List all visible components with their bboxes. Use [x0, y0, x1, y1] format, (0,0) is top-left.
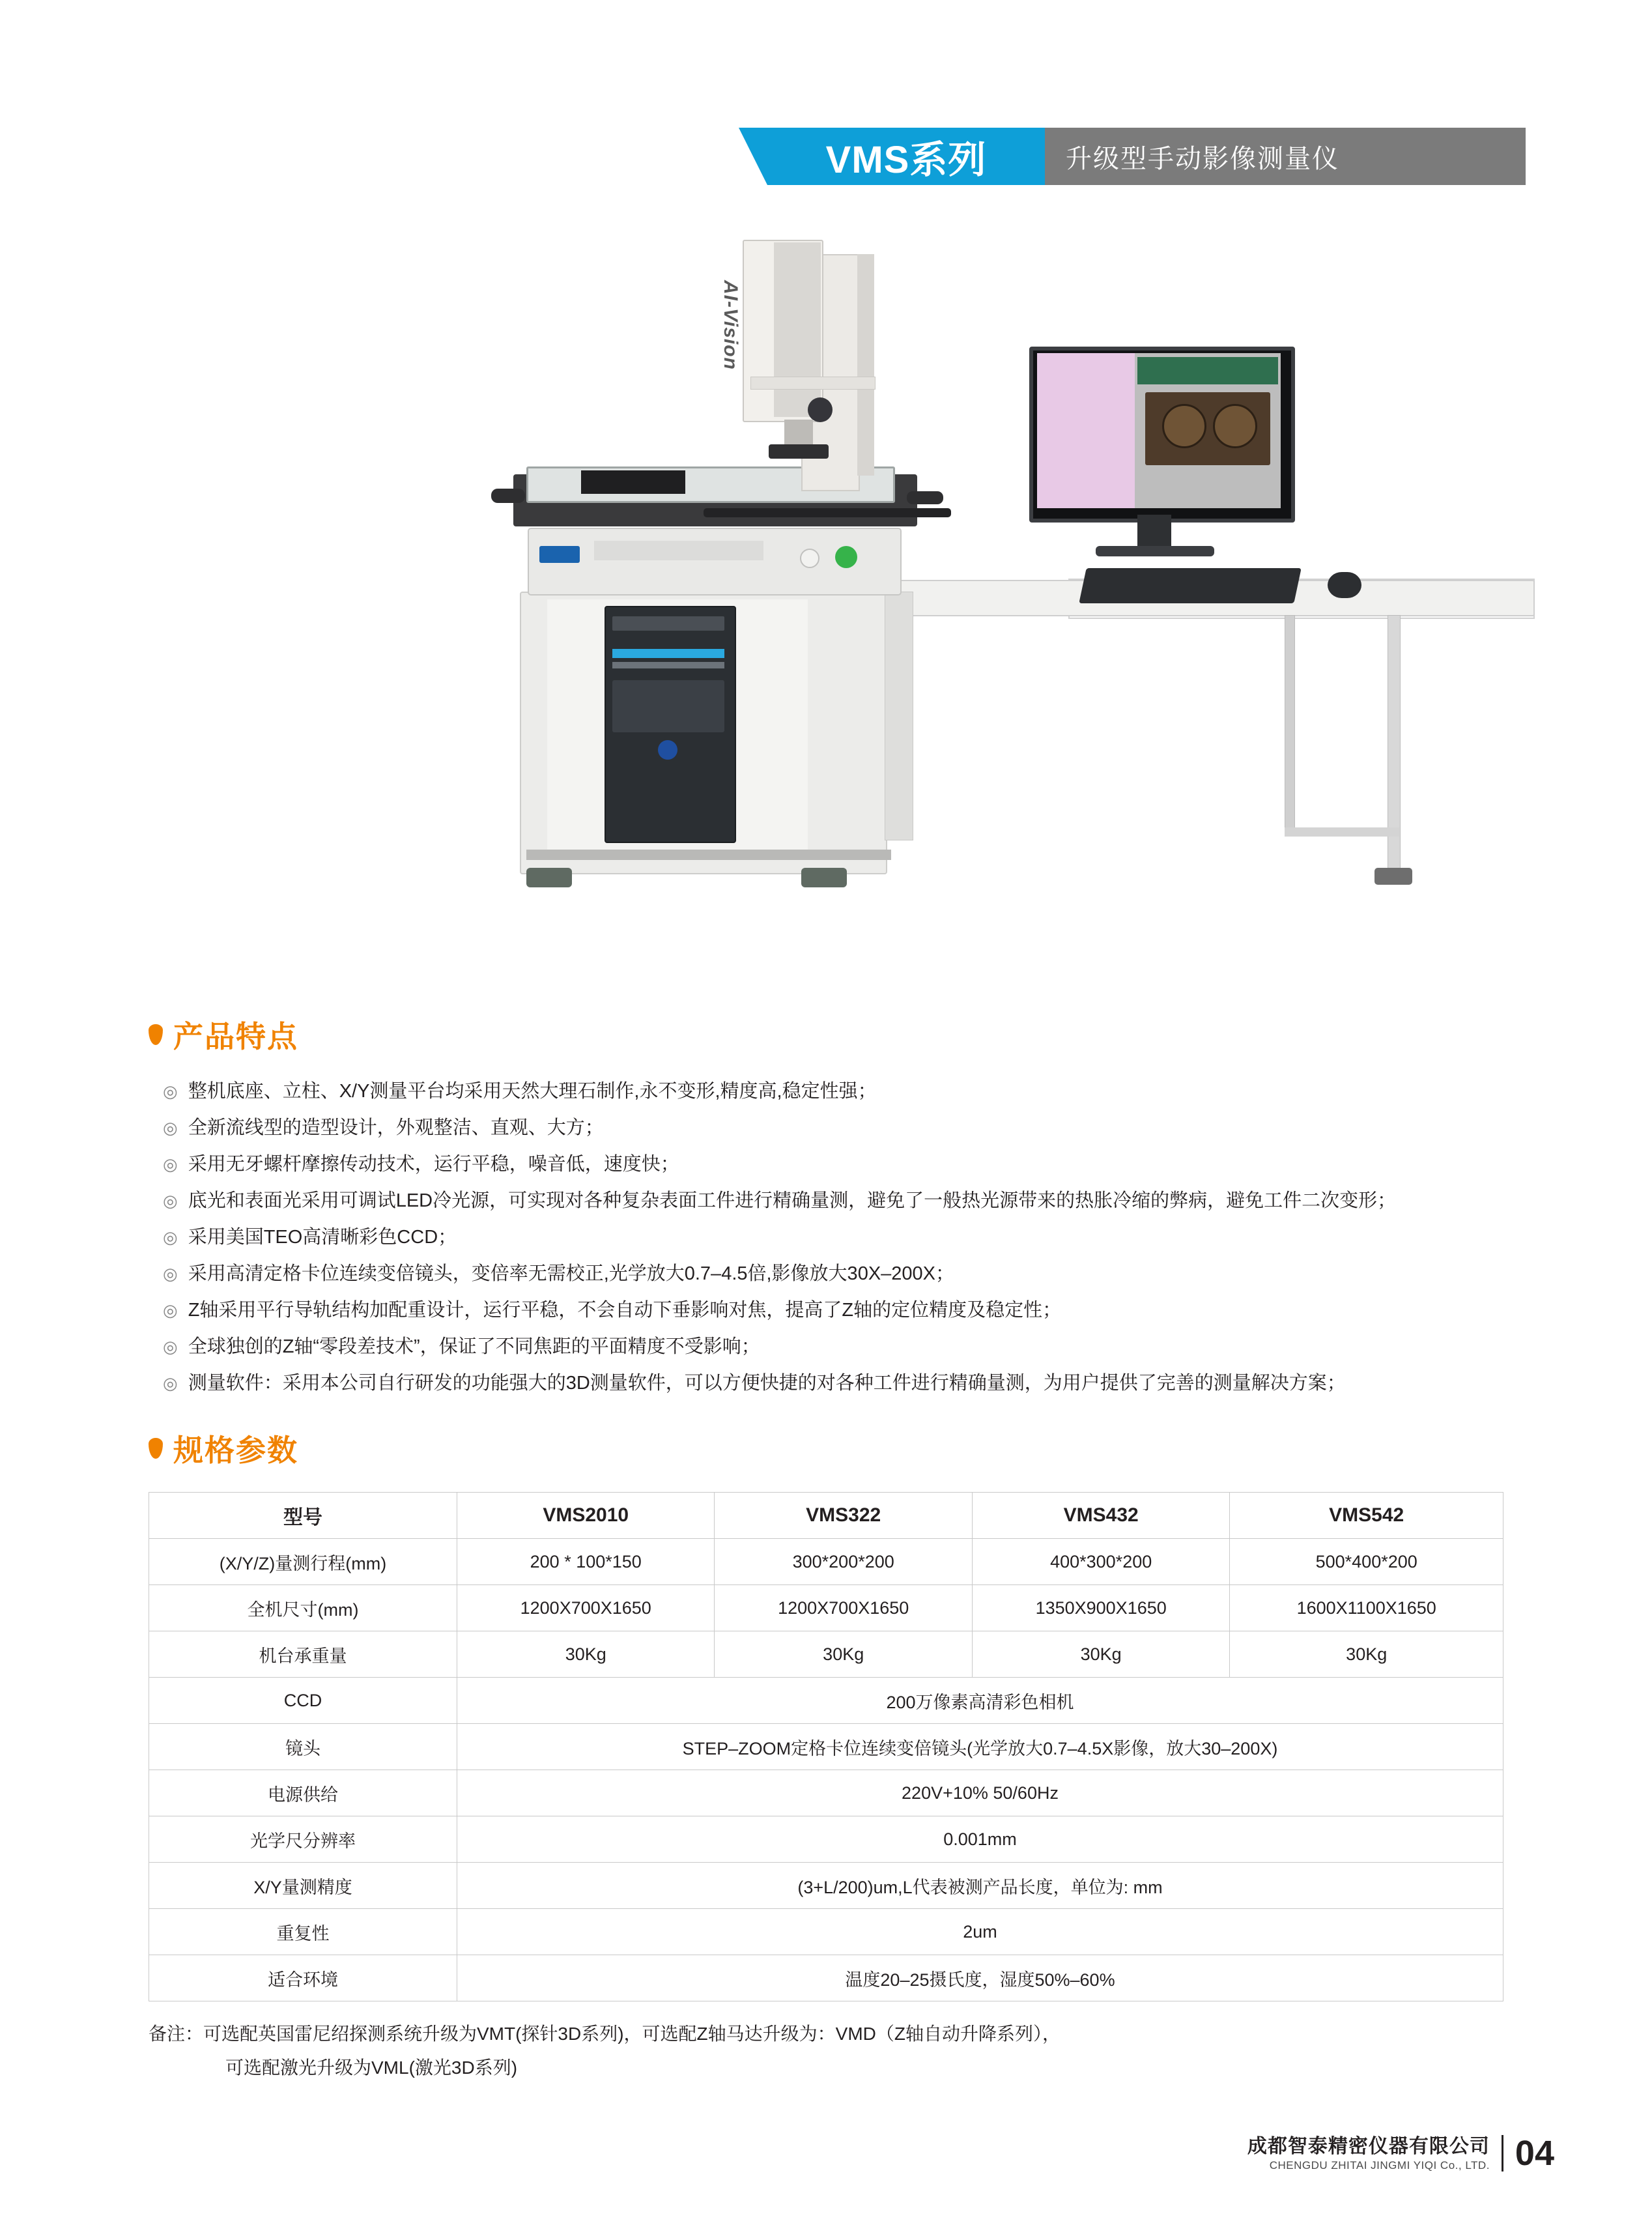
machine-cabinet-side	[885, 592, 913, 840]
stage-knob-right	[907, 491, 943, 504]
cell-value: STEP–ZOOM定格卡位连续变倍镜头(光学放大0.7–4.5X影像，放大30–200X)	[457, 1724, 1503, 1770]
monitor-toolbar	[1137, 357, 1278, 384]
focus-knob	[808, 397, 833, 422]
cell-value: 200万像素高清彩色相机	[457, 1678, 1503, 1724]
table-row	[149, 1724, 1503, 1770]
row-label: 机台承重量	[149, 1631, 457, 1678]
row-label: 适合环境	[149, 1955, 457, 2001]
monitor-stand-base	[1096, 546, 1214, 556]
features-section	[0, 1013, 1652, 1401]
cabinet-foot-left	[526, 868, 572, 887]
column-header: 型号	[149, 1493, 457, 1539]
column-header: VMS2010	[457, 1493, 715, 1539]
bullet-icon: ◎	[163, 1337, 178, 1356]
cell-value: 1200X700X1650	[457, 1585, 715, 1631]
bullet-icon: ◎	[163, 1227, 178, 1247]
feature-text: 采用美国TEO高清晰彩色CCD；	[188, 1227, 457, 1248]
feature-text: 整机底座、立柱、X/Y测量平台均采用天然大理石制作,永不变形,精度高,稳定性强；	[188, 1081, 877, 1102]
mouse	[1328, 572, 1361, 598]
row-label: 全机尺寸(mm)	[149, 1585, 457, 1631]
control-base-label-plate	[594, 541, 763, 560]
desk-leg-crossbar	[1285, 827, 1399, 837]
row-label: 重复性	[149, 1909, 457, 1955]
cell-value: 0.001mm	[457, 1816, 1503, 1863]
cell-value: 2um	[457, 1909, 1503, 1955]
cell-value: 400*300*200	[972, 1539, 1229, 1585]
bullet-icon: ◎	[163, 1154, 178, 1174]
features-list	[163, 1073, 1652, 1401]
monitor-sample-circle-1	[1162, 404, 1206, 448]
cell-value: (3+L/200)um,L代表被测产品长度，单位为: mm	[457, 1863, 1503, 1909]
header-subtitle-label: 升级型手动影像测量仪	[1066, 144, 1339, 173]
list-item	[163, 1146, 1652, 1182]
control-knob-green	[835, 546, 857, 568]
footer-divider	[1502, 2135, 1503, 2172]
cell-value: 30Kg	[457, 1631, 715, 1678]
stage-knob-left	[491, 489, 525, 503]
cell-value: 200 * 100*150	[457, 1539, 715, 1585]
pc-drive-bay	[612, 616, 724, 631]
header-series-label: VMS系列	[825, 139, 987, 181]
cell-value: 1200X700X1650	[715, 1585, 972, 1631]
keyboard	[1079, 568, 1301, 603]
cabinet-foot-right	[801, 868, 847, 887]
droplet-icon	[149, 1438, 163, 1459]
pc-accent-strip	[612, 649, 724, 658]
list-item	[163, 1328, 1652, 1365]
monitor-stand-neck	[1137, 515, 1171, 549]
pc-power-button	[658, 740, 677, 760]
vertical-column-side	[857, 254, 874, 476]
feature-text: 底光和表面光采用可调试LED冷光源，可实现对各种复杂表面工件进行精确量测，避免了一般热光源带来的热胀冷缩的弊病，避免工件二次变形；	[188, 1190, 1397, 1211]
table-row	[149, 1955, 1503, 2001]
bullet-icon: ◎	[163, 1264, 178, 1283]
droplet-icon	[149, 1024, 163, 1045]
features-title: 产品特点	[173, 1020, 298, 1054]
cell-value: 温度20–25摄氏度，湿度50%–60%	[457, 1955, 1503, 2001]
list-item	[163, 1365, 1652, 1401]
list-item	[163, 1182, 1652, 1219]
specs-title: 规格参数	[173, 1433, 298, 1467]
footer-company	[1247, 2134, 1490, 2173]
cell-value: 30Kg	[715, 1631, 972, 1678]
list-item	[163, 1073, 1652, 1110]
desk-leg-right-inner	[1285, 615, 1295, 831]
table-row-header	[149, 1493, 1503, 1539]
list-item	[163, 1110, 1652, 1146]
bullet-icon: ◎	[163, 1191, 178, 1211]
feature-text: 采用高清定格卡位连续变倍镜头，变倍率无需校正,光学放大0.7–4.5倍,影像放大30X–200X；	[188, 1263, 955, 1284]
spec-note-line-1: 备注：可选配英国雷尼绍探测系统升级为VMT(探针3D系列)，可选配Z轴马达升级为：VMD（Z轴自动升降系列），	[149, 2024, 1061, 2044]
page-number: 04	[1515, 2134, 1554, 2173]
row-label: 光学尺分辨率	[149, 1816, 457, 1863]
row-label: 电源供给	[149, 1770, 457, 1816]
row-label: 镜头	[149, 1724, 457, 1770]
spec-table	[149, 1492, 1503, 2001]
cell-value: 30Kg	[1230, 1631, 1503, 1678]
feature-text: 测量软件：采用本公司自行研发的功能强大的3D测量软件，可以方便快捷的对各种工件进行精确量测，为用户提供了完善的测量解决方案；	[188, 1373, 1346, 1394]
bullet-icon: ◎	[163, 1373, 178, 1393]
bullet-icon: ◎	[163, 1082, 178, 1101]
row-label: CCD	[149, 1678, 457, 1724]
cell-value: 30Kg	[972, 1631, 1229, 1678]
spec-note-line-2: 可选配激光升级为VML(激光3D系列)	[225, 2057, 518, 2078]
lens-ring	[769, 444, 829, 459]
specs-section	[0, 1427, 1652, 2085]
table-row	[149, 1816, 1503, 1863]
table-row	[149, 1678, 1503, 1724]
product-photo	[352, 202, 1277, 971]
feature-text: 全球独创的Z轴“零段差技术”，保证了不同焦距的平面精度不受影响；	[188, 1336, 760, 1357]
list-item	[163, 1292, 1652, 1328]
cell-value: 1600X1100X1650	[1230, 1585, 1503, 1631]
camera-arm	[750, 377, 876, 390]
table-row	[149, 1585, 1503, 1631]
desk-foot-right	[1374, 868, 1412, 885]
header-banner	[767, 128, 1526, 185]
measuring-stage-window	[581, 470, 685, 494]
column-header: VMS322	[715, 1493, 972, 1539]
bullet-icon: ◎	[163, 1118, 178, 1138]
feature-text: 全新流线型的造型设计，外观整洁、直观、大方；	[188, 1117, 604, 1138]
brand-logo-plate	[539, 546, 580, 563]
column-header: VMS542	[1230, 1493, 1503, 1539]
feature-text: 采用无牙螺杆摩擦传动技术，运行平稳，噪音低，速度快；	[188, 1154, 679, 1175]
feature-text: Z轴采用平行导轨结构加配重设计，运行平稳，不会自动下垂影响对焦，提高了Z轴的定位精度及稳定性；	[188, 1300, 1062, 1321]
row-label: (X/Y/Z)量测行程(mm)	[149, 1539, 457, 1585]
table-row	[149, 1863, 1503, 1909]
footer-company-en: CHENGDU ZHITAI JINGMI YIQI Co., LTD.	[1269, 2159, 1490, 2172]
bullet-icon: ◎	[163, 1300, 178, 1320]
pc-accent-strip-2	[612, 662, 724, 668]
cabinet-base-bar	[526, 850, 891, 860]
table-row	[149, 1909, 1503, 1955]
table-row	[149, 1631, 1503, 1678]
header-series-block	[767, 128, 1045, 185]
column-header: VMS432	[972, 1493, 1229, 1539]
cell-value: 1350X900X1650	[972, 1585, 1229, 1631]
cell-value: 220V+10% 50/60Hz	[457, 1770, 1503, 1816]
list-item	[163, 1255, 1652, 1292]
spec-note	[149, 2017, 1652, 2085]
control-knob-white	[800, 549, 819, 568]
specs-title-row	[149, 1427, 1652, 1470]
stage-rail-bar	[704, 508, 951, 517]
features-title-row	[149, 1013, 1652, 1056]
page-footer	[1247, 2133, 1554, 2173]
header-subtitle-block	[1045, 128, 1526, 185]
pc-front-panel	[612, 680, 724, 732]
monitor-sample-circle-2	[1213, 404, 1257, 448]
cell-value: 500*400*200	[1230, 1539, 1503, 1585]
footer-company-cn: 成都智泰精密仪器有限公司	[1247, 2135, 1490, 2157]
camera-brand-text: AI-Vision	[720, 280, 741, 370]
monitor-screen-left-pane	[1037, 353, 1135, 508]
row-label: X/Y量测精度	[149, 1863, 457, 1909]
list-item	[163, 1219, 1652, 1255]
camera-housing-shade	[774, 242, 821, 417]
table-row	[149, 1539, 1503, 1585]
cell-value: 300*200*200	[715, 1539, 972, 1585]
table-row	[149, 1770, 1503, 1816]
